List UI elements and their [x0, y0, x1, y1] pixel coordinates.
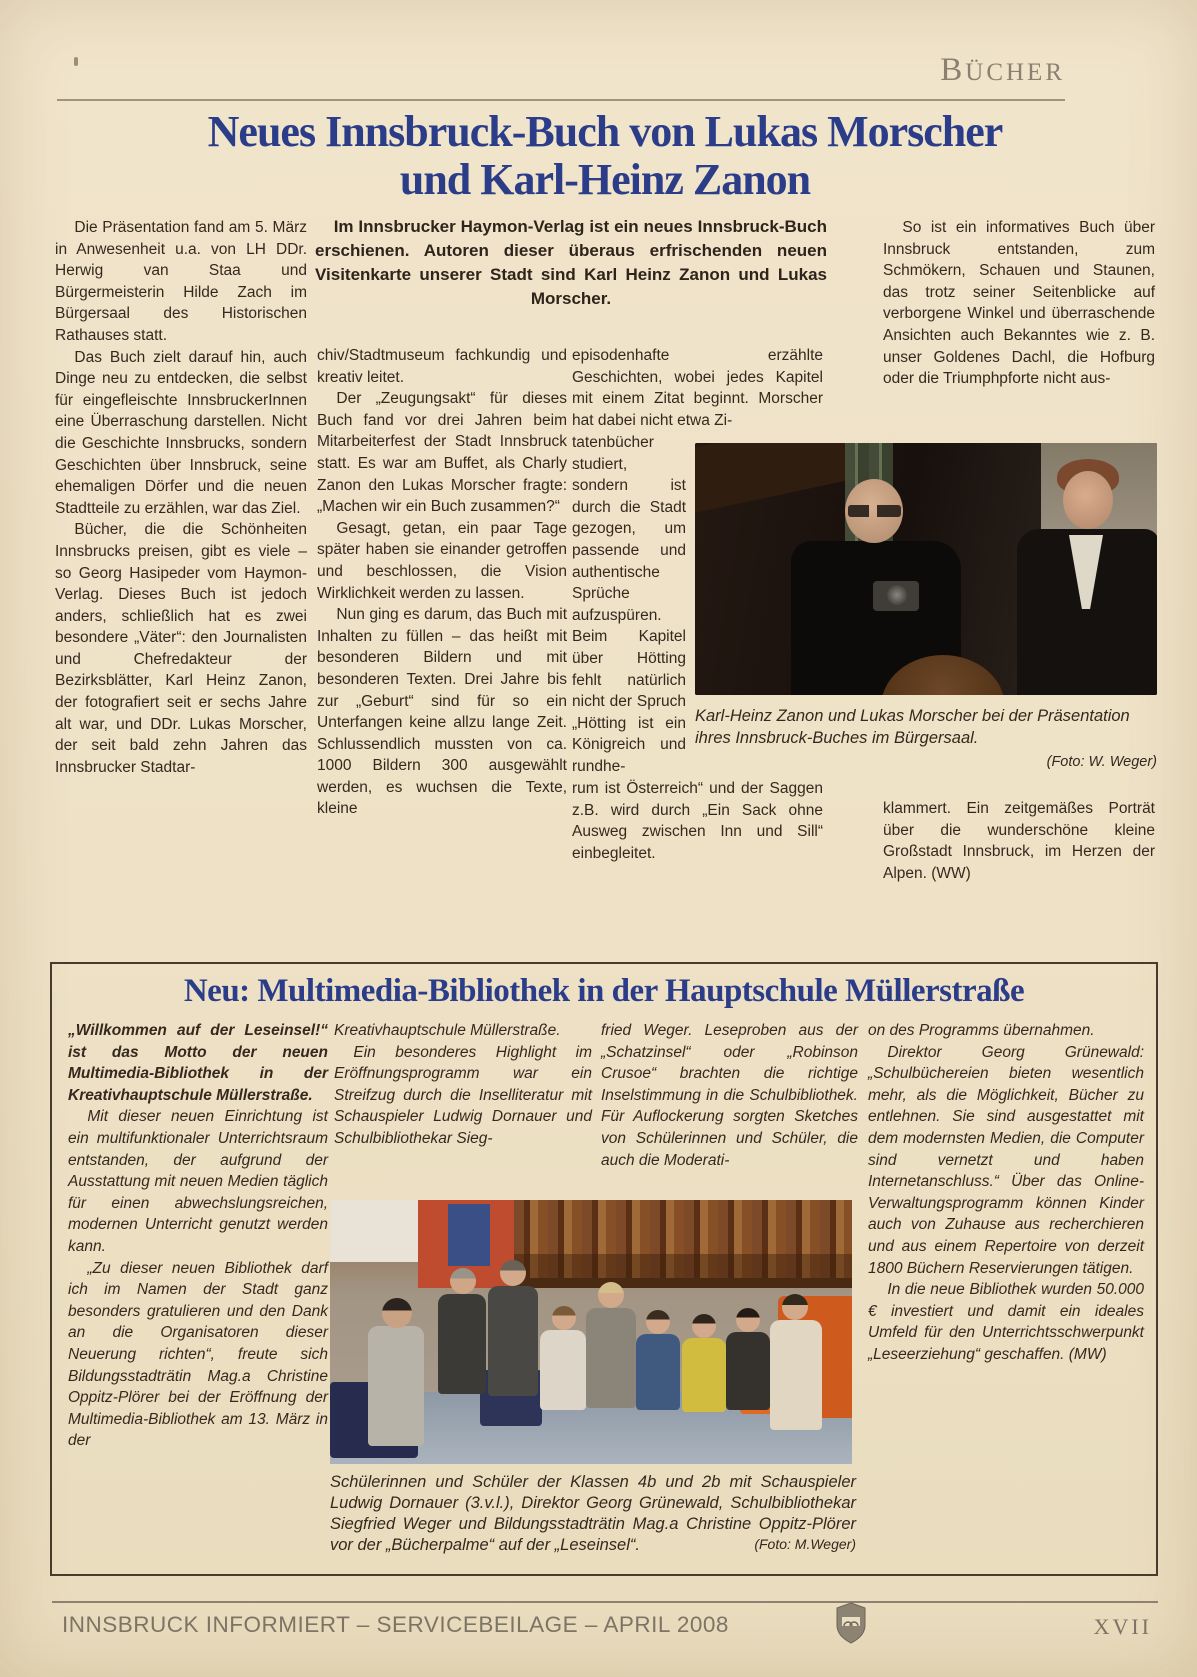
article2-column-2	[334, 1020, 592, 1150]
paragraph: Die Präsentation fand am 5. März in Anwesenheit u.a. von LH DDr. Herwig van Staa und Bürgermeisterin Hilde Zach im Bürgersaal des Historischen Rathauses statt.	[55, 219, 307, 344]
person-body	[368, 1326, 424, 1446]
person-head	[782, 1294, 808, 1320]
paragraph: Der „Zeugungsakt“ für dieses Buch fand vor drei Jahren beim Mitarbeiterfest der Stadt Innsbruck statt. Es war am Buffet, als Charly Zanon den Lukas Morscher fragte: „Machen wir ein Buch zusammen?“	[317, 390, 567, 516]
article1-column-4-top	[883, 217, 1155, 390]
caption-text: Schülerinnen und Schüler der Klassen 4b und 2b mit Schauspieler Ludwig Dornauer (3.v.l.), Direktor Georg Grünewald, Schulbibliothekar Siegfried Weger und Bildungsstadträtin Mag.a Christine Oppitz-Plörer vor der „Bücherpalme“ auf der „Leseinsel“.	[330, 1473, 856, 1554]
column3-text-wide-top: episodenhafte erzählte Geschichten, wobei jedes Kapitel mit einem Zitat beginnt. Morscher hat dabei nicht etwa Zi-	[572, 347, 823, 429]
article2-column-1-paragraphs	[68, 1106, 328, 1452]
person-body	[770, 1320, 822, 1430]
paragraph: fried Weger. Leseproben aus der „Schatzinsel“ oder „Robinson Crusoe“ brachten die richtige Inselstimmung in die Schulbibliothek. Für Auflockerung sorgten Sketches von Schülerinnen und Schüler, die auch die Moderati-	[601, 1022, 858, 1169]
article1-column-2	[317, 345, 567, 820]
article-multimedia-bibliothek	[50, 962, 1158, 1576]
person-head	[598, 1282, 624, 1308]
article1-body	[55, 215, 1155, 897]
photo-book-presentation	[695, 443, 1157, 695]
article2-column-3	[601, 1020, 858, 1171]
person-body	[586, 1308, 636, 1408]
column3-text-narrow-beside-photo: tatenbücher studiert, sondern ist durch die Stadt gezogen, um passende und authentische Sprüche aufzuspüren. Beim Kapitel über Hötting fehlt natürlich nicht der Spruch „Hötting ist ein Königreich und rundhe-	[572, 434, 686, 775]
window	[330, 1200, 422, 1262]
photo-library-opening	[330, 1200, 852, 1464]
glasses	[848, 505, 901, 517]
footer-imprint: INNSBRUCK INFORMIERT – SERVICEBEILAGE – APRIL 2008	[62, 1612, 729, 1637]
paragraph: In die neue Bibliothek wurden 50.000 € investiert und damit ein ideales Umfeld für den Unterrichtsschwerpunkt „Leseerziehung“ geschaffen. (MW)	[868, 1281, 1144, 1363]
person-head	[646, 1310, 670, 1334]
person-head	[736, 1308, 760, 1332]
footer-rule	[52, 1601, 1158, 1603]
article1-column-4-bottom	[883, 798, 1155, 884]
scan-speck	[74, 57, 78, 66]
paragraph: Direktor Georg Grünewald: „Schulbüchereien bieten wesentlich mehr, als die Möglichkeit, Bücher zu entlehnen. Sie sind ausgestattet mit dem modernsten Medien, die Computer sind vernetzt und haben Internetanschluss.“ Über das Online-Verwaltungsprogramm können Kinder auch von Zuhause aus recherchieren und aus einem Repertoire von derzeit 1800 Büchern Reservierungen tätigen.	[868, 1043, 1144, 1277]
photo2-caption	[330, 1472, 856, 1556]
article2-lead-paragraph: „Willkommen auf der Leseinsel!“ ist das Motto der neuen Multimedia-Bibliothek in der Kreativhauptschule Müllerstraße.	[68, 1022, 328, 1104]
section-label: BÜCHER	[940, 52, 1065, 88]
person-head	[552, 1306, 576, 1330]
article1-column-1	[55, 217, 307, 778]
photo1-caption	[695, 705, 1157, 773]
column3-text-wide-bottom: rum ist Österreich“ und der Saggen z.B. wird durch „Ein Sack ohne Ausweg zwischen Inn und Sill“ einbegleitet.	[572, 780, 823, 862]
article1-lead-paragraph: Im Innsbrucker Haymon-Verlag ist ein neues Innsbruck-Buch erschienen. Autoren dieser überaus erfrischenden neuen Visitenkarte unserer Stadt sind Karl Heinz Zanon und Lukas Morscher.	[315, 217, 827, 308]
paragraph: Bücher, die die Schönheiten Innsbrucks preisen, gibt es viele – so Georg Hasipeder vom Haymon-Verlag. Dieses Buch ist jedoch anders, schließlich hat es zwei besondere „Väter“: den Journalisten und Chefredakteur der Bezirksblätter, Karl Heinz Zanon, der fotografiert seit er sechs Jahre alt war, und DDr. Lukas Morscher, der seit bald zehn Jahren das Innsbrucker Stadtar-	[55, 521, 307, 776]
bookshelf	[514, 1200, 852, 1288]
photo2-credit: (Foto: M.Weger)	[754, 1536, 856, 1552]
article2-title: Neu: Multimedia-Bibliothek in der Hauptschule Müllerstraße	[183, 973, 1025, 1009]
person-head	[382, 1298, 412, 1328]
paragraph: Ein besonderes Highlight im Eröffnungsprogramm war ein Streifzug durch die Inselliteratur mit Schauspieler Ludwig Dornauer und Schulbibliothekar Sieg-	[334, 1043, 592, 1147]
paragraph: on des Programms übernahmen.	[868, 1022, 1095, 1039]
caption-text: Karl-Heinz Zanon und Lukas Morscher bei der Präsentation ihres Innsbruck-Buches im Bürgersaal.	[695, 707, 1130, 747]
paragraph: Mit dieser neuen Einrichtung ist ein multifunktionaler Unterrichtsraum entstanden, der aufgrund der Ausstattung mit neuen Medien täglich für einen abwechslungsreichen, modernen Unterricht genutzt werden kann.	[68, 1108, 328, 1255]
person-body	[636, 1334, 680, 1410]
article2-column-1	[68, 1020, 328, 1452]
article2-column-4	[868, 1020, 1144, 1366]
innsbruck-coat-of-arms-icon	[835, 1602, 867, 1649]
page-number: XVII	[1093, 1614, 1152, 1639]
blue-panel	[448, 1204, 490, 1266]
header-rule	[57, 99, 1065, 101]
photo1-credit: (Foto: W. Weger)	[1046, 754, 1157, 770]
paragraph: So ist ein informatives Buch über Innsbruck entstanden, zum Schmökern, Schauen und Staunen, das trotz seiner Seitenblicke auf verborgene Winkel und überraschende Ansichten auch Bekanntes wie z. B. unser Goldenes Dachl, die Hofburg oder die Triumphpforte nicht aus-	[883, 219, 1155, 388]
paragraph: Gesagt, getan, ein paar Tage später haben sie einander getroffen und beschlossen, die Vision Wirklichkeit werden zu lassen.	[317, 519, 567, 602]
person-body	[488, 1286, 538, 1396]
person-body	[682, 1338, 726, 1412]
paragraph: Nun ging es darum, das Buch mit Inhalten zu füllen – das heißt mit besonderen Bildern und mit besonderen Texten. Drei Jahre bis zur „Geburt“ sind für so ein Unterfangen keine allzu lange Zeit. Schlussendlich mussten von ca. 1000 Bildern 300 ausgewählt werden, es wuchsen die Texte, kleine	[317, 606, 567, 818]
person-head	[500, 1260, 526, 1286]
paragraph: Kreativhauptschule Müllerstraße.	[334, 1022, 561, 1039]
person-body	[726, 1332, 770, 1410]
person-body	[540, 1330, 586, 1410]
article1-title	[55, 108, 1155, 204]
person-head	[692, 1314, 716, 1338]
person-head	[450, 1268, 476, 1294]
article1-title-line1: Neues Innsbruck-Buch von Lukas Morscher	[207, 107, 1003, 156]
person-body	[438, 1294, 486, 1394]
camera-lens	[887, 585, 907, 605]
paragraph: „Zu dieser neuen Bibliothek darf ich im Namen der Stadt ganz besonders gratulieren und den Dank an die Organisatoren dieser Neuerung richten“, freute sich Bildungsstadträtin Mag.a Christine Oppitz-Plörer bei der Eröffnung der Multimedia-Bibliothek am 13. März in der	[68, 1259, 328, 1450]
paragraph: Das Buch zielt darauf hin, auch Dinge neu zu entdecken, die selbst für eingefleischte InnsbruckerInnen eine Überraschung darstellen. Nicht die Geschichte Innsbrucks, sondern Geschichten über Innsbruck, seine ehemaligen Dörfer und die neuen Stadtteile zu erzählen, war das Ziel.	[55, 348, 307, 517]
paragraph: chiv/Stadtmuseum fachkundig und kreativ leitet.	[317, 347, 567, 386]
paragraph: klammert. Ein zeitgemäßes Porträt über die wunderschöne kleine Großstadt Innsbruck, im Herzen der Alpen. (WW)	[883, 800, 1155, 882]
man-right-head	[1063, 471, 1113, 529]
article1-title-line2: und Karl-Heinz Zanon	[399, 155, 811, 204]
